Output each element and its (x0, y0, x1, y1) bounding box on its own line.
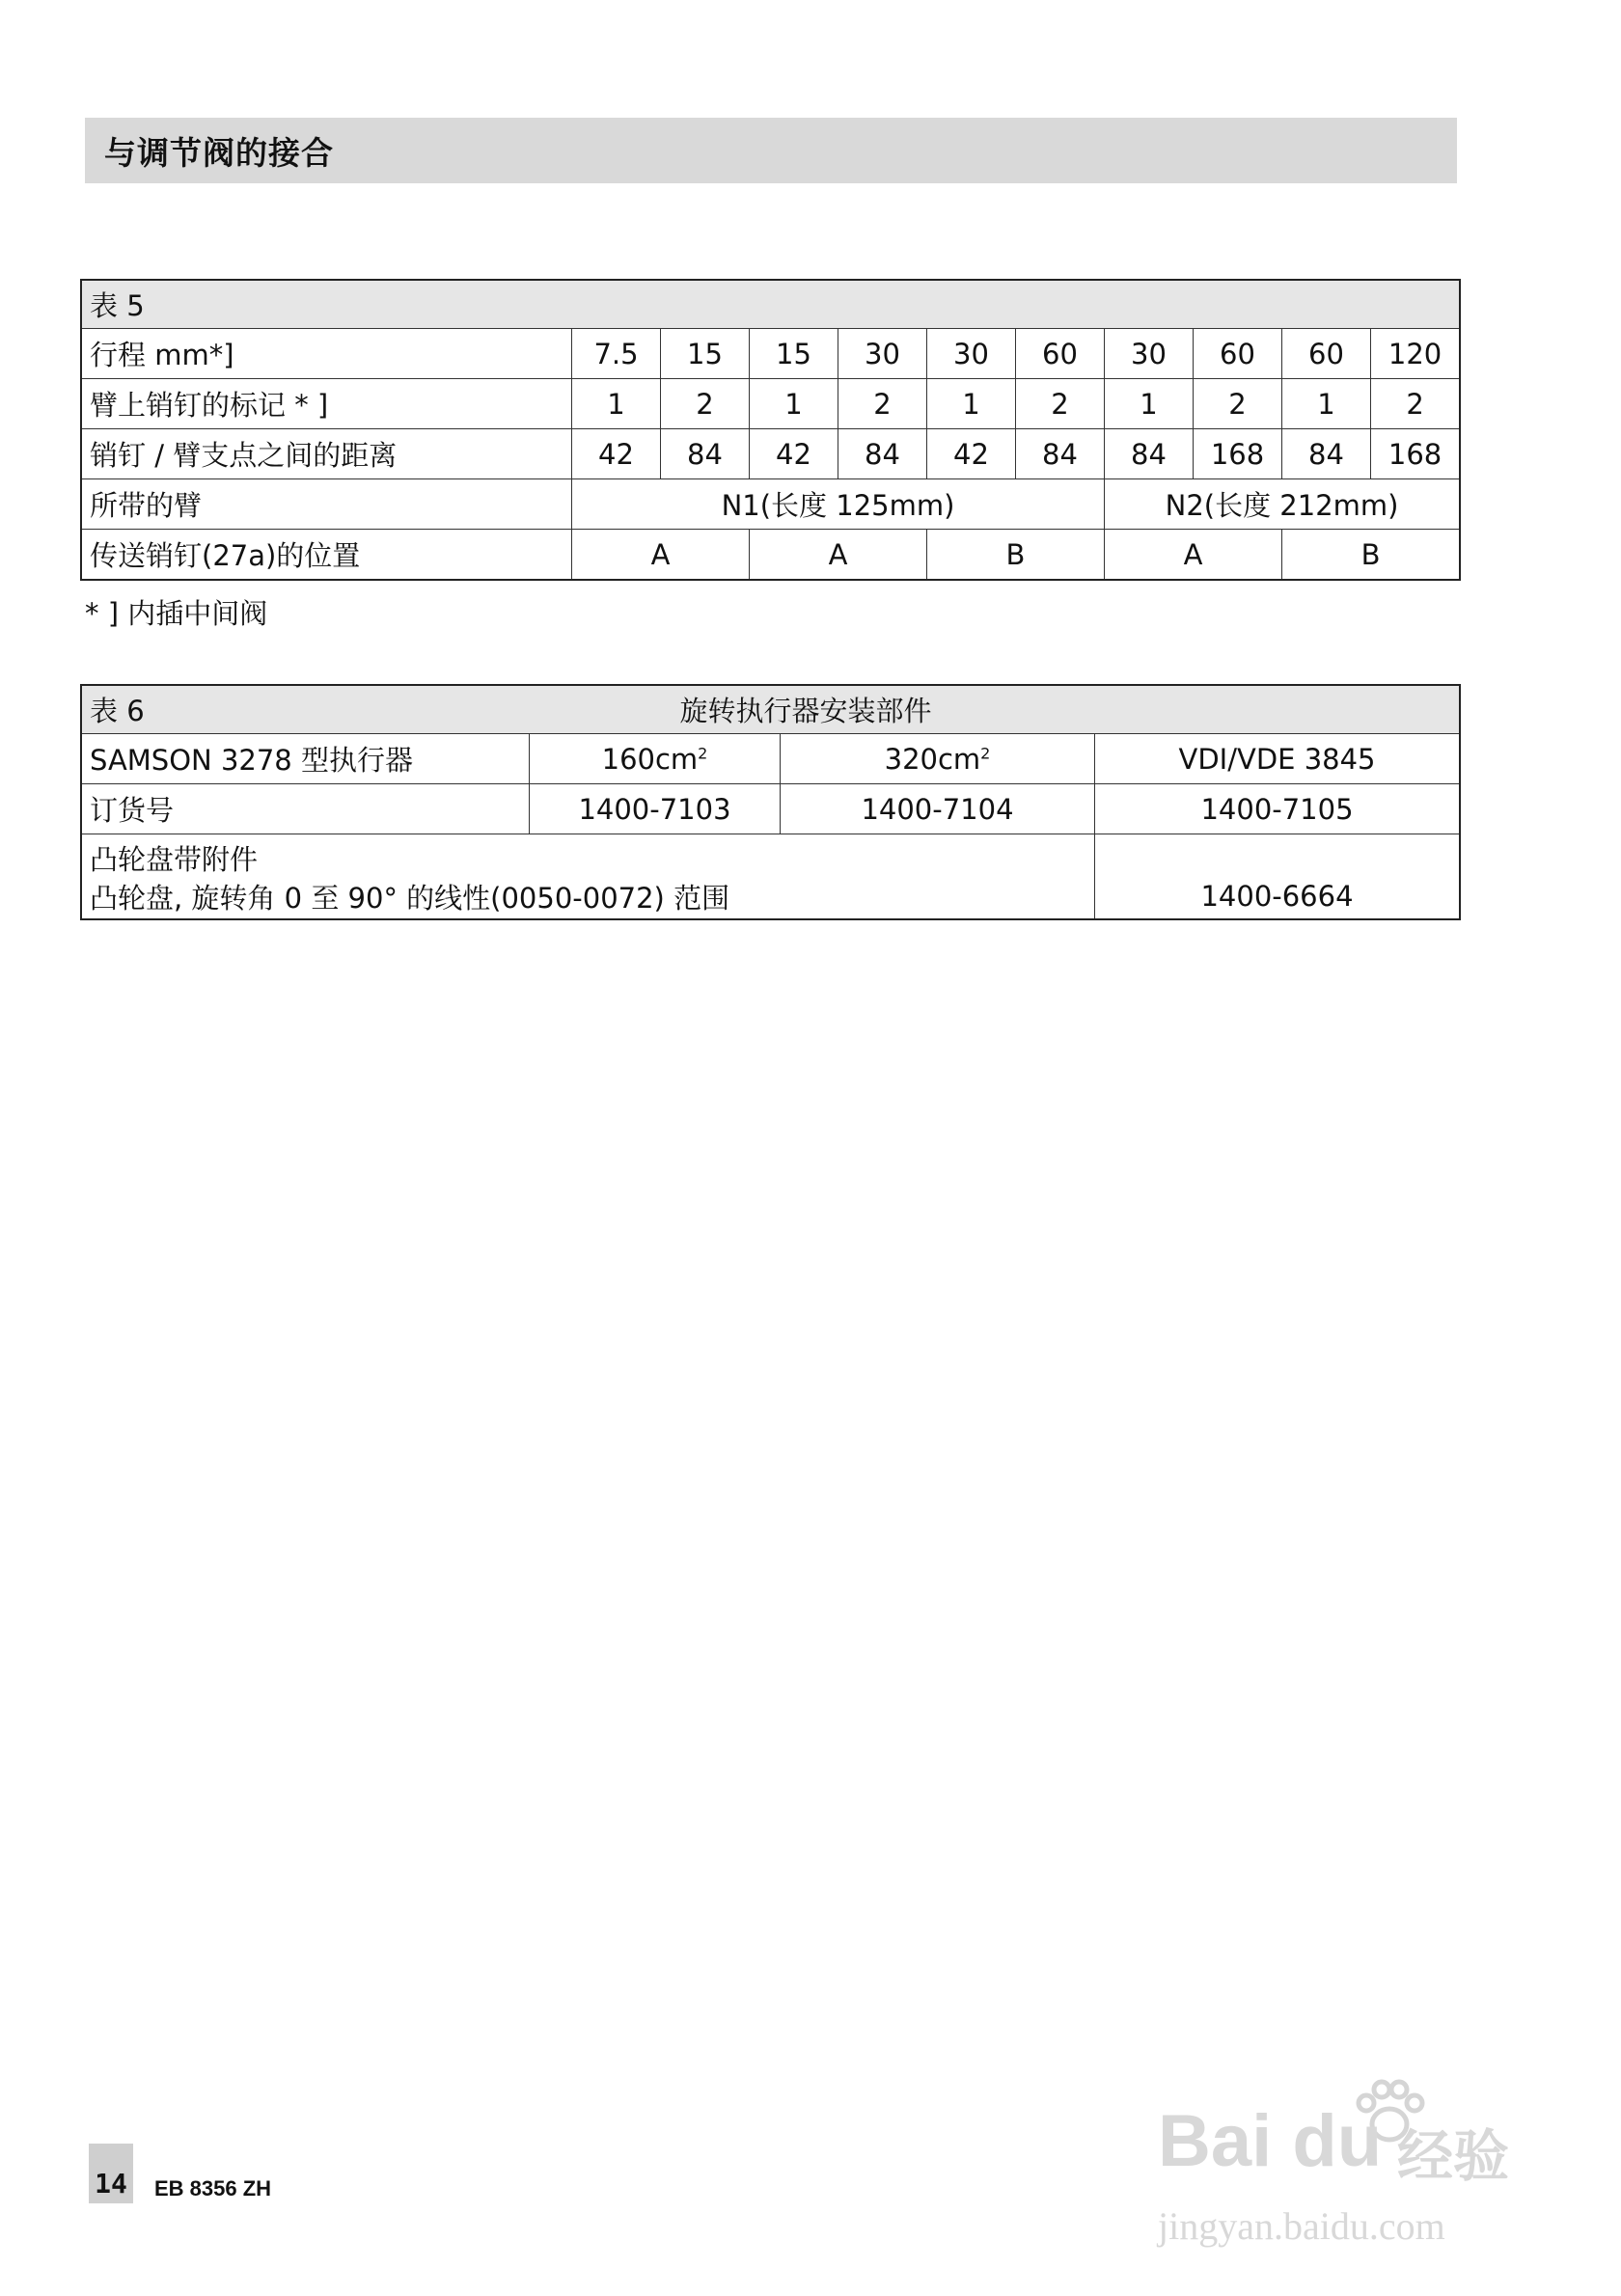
table-cell: VDI/VDE 3845 (1095, 734, 1460, 784)
watermark-jingyan: 经验 (1397, 2123, 1510, 2189)
table-row (82, 379, 1460, 429)
table-cell: A (1105, 530, 1282, 580)
table-cell: 2 (838, 379, 927, 429)
row-label: 臂上销钉的标记 * ] (82, 379, 572, 429)
table-cell: 1 (750, 379, 838, 429)
table-cell: B (1282, 530, 1460, 580)
cam-line-1: 凸轮盘带附件 (90, 843, 259, 876)
superscript: 2 (698, 743, 708, 762)
table-cell: 120 (1371, 329, 1460, 379)
table-cell (781, 734, 1095, 784)
table-cell: 1 (1105, 379, 1194, 429)
table-row (82, 530, 1460, 580)
table-row (82, 834, 1460, 919)
table-cell: 30 (1105, 329, 1194, 379)
table-cell: 1400-7105 (1095, 784, 1460, 834)
arm-n1-cell: N1(长度 125mm) (572, 479, 1105, 530)
table-cell: 30 (838, 329, 927, 379)
table-cell: 42 (927, 429, 1016, 479)
table-cell: 15 (661, 329, 750, 379)
section-title: 与调节阀的接合 (85, 118, 1457, 183)
table-6 (81, 685, 1460, 919)
table-cell: 42 (750, 429, 838, 479)
table-row (82, 429, 1460, 479)
cam-description-cell (82, 834, 1095, 919)
table-cell: 1 (572, 379, 661, 429)
table-cell: 84 (838, 429, 927, 479)
table-cell: A (572, 530, 750, 580)
footnote: * ] 内插中间阀 (85, 597, 268, 630)
table-cell: 2 (1371, 379, 1460, 429)
superscript: 2 (980, 743, 991, 762)
table-cell: 84 (1282, 429, 1371, 479)
table-6-title: 旋转执行器安装部件 (530, 686, 1460, 734)
row-label: 行程 mm*] (82, 329, 572, 379)
table-cell: 168 (1194, 429, 1282, 479)
watermark-brand: Bai du (1158, 2100, 1383, 2182)
document-code: EB 8356 ZH (154, 2176, 272, 2200)
table-cell: 1400-6664 (1095, 834, 1460, 919)
page-number: 14 (89, 2144, 133, 2203)
table-cell: 1 (1282, 379, 1371, 429)
watermark-url: jingyan.baidu.com (1158, 2204, 1445, 2248)
table-cell: 84 (1105, 429, 1194, 479)
row-label: 订货号 (82, 784, 530, 834)
table-6-caption-row (82, 686, 1460, 734)
table-cell: 2 (661, 379, 750, 429)
table-cell: 42 (572, 429, 661, 479)
table-cell: 1 (927, 379, 1016, 429)
table-cell: B (927, 530, 1105, 580)
row-label: SAMSON 3278 型执行器 (82, 734, 530, 784)
area-value: 320cm (884, 742, 981, 776)
table-cell: 1400-7103 (530, 784, 781, 834)
row-label: 传送销钉(27a)的位置 (82, 530, 572, 580)
table-cell: 1400-7104 (781, 784, 1095, 834)
table-row (82, 734, 1460, 784)
table-cell: 84 (1016, 429, 1105, 479)
table-cell: 60 (1016, 329, 1105, 379)
table-row (82, 479, 1460, 530)
table-cell: 60 (1282, 329, 1371, 379)
table-row (82, 784, 1460, 834)
table-5 (81, 280, 1460, 580)
area-value: 160cm (601, 742, 699, 776)
table-cell: 168 (1371, 429, 1460, 479)
table-cell: 84 (661, 429, 750, 479)
table-cell: 2 (1194, 379, 1282, 429)
arm-n2-cell: N2(长度 212mm) (1105, 479, 1460, 530)
table-5-caption-row (82, 281, 1460, 329)
watermark (1158, 2084, 1563, 2267)
table-5-caption: 表 5 (82, 281, 1460, 329)
row-label: 销钉 / 臂支点之间的距离 (82, 429, 572, 479)
table-cell: 7.5 (572, 329, 661, 379)
table-cell: 30 (927, 329, 1016, 379)
table-cell: 15 (750, 329, 838, 379)
table-6-caption: 表 6 (82, 686, 530, 734)
row-label: 所带的臂 (82, 479, 572, 530)
table-cell: 2 (1016, 379, 1105, 429)
table-row (82, 329, 1460, 379)
cam-line-2: 凸轮盘, 旋转角 0 至 90° 的线性(0050-0072) 范围 (90, 882, 730, 915)
table-cell: A (750, 530, 927, 580)
table-cell (530, 734, 781, 784)
table-cell: 60 (1194, 329, 1282, 379)
